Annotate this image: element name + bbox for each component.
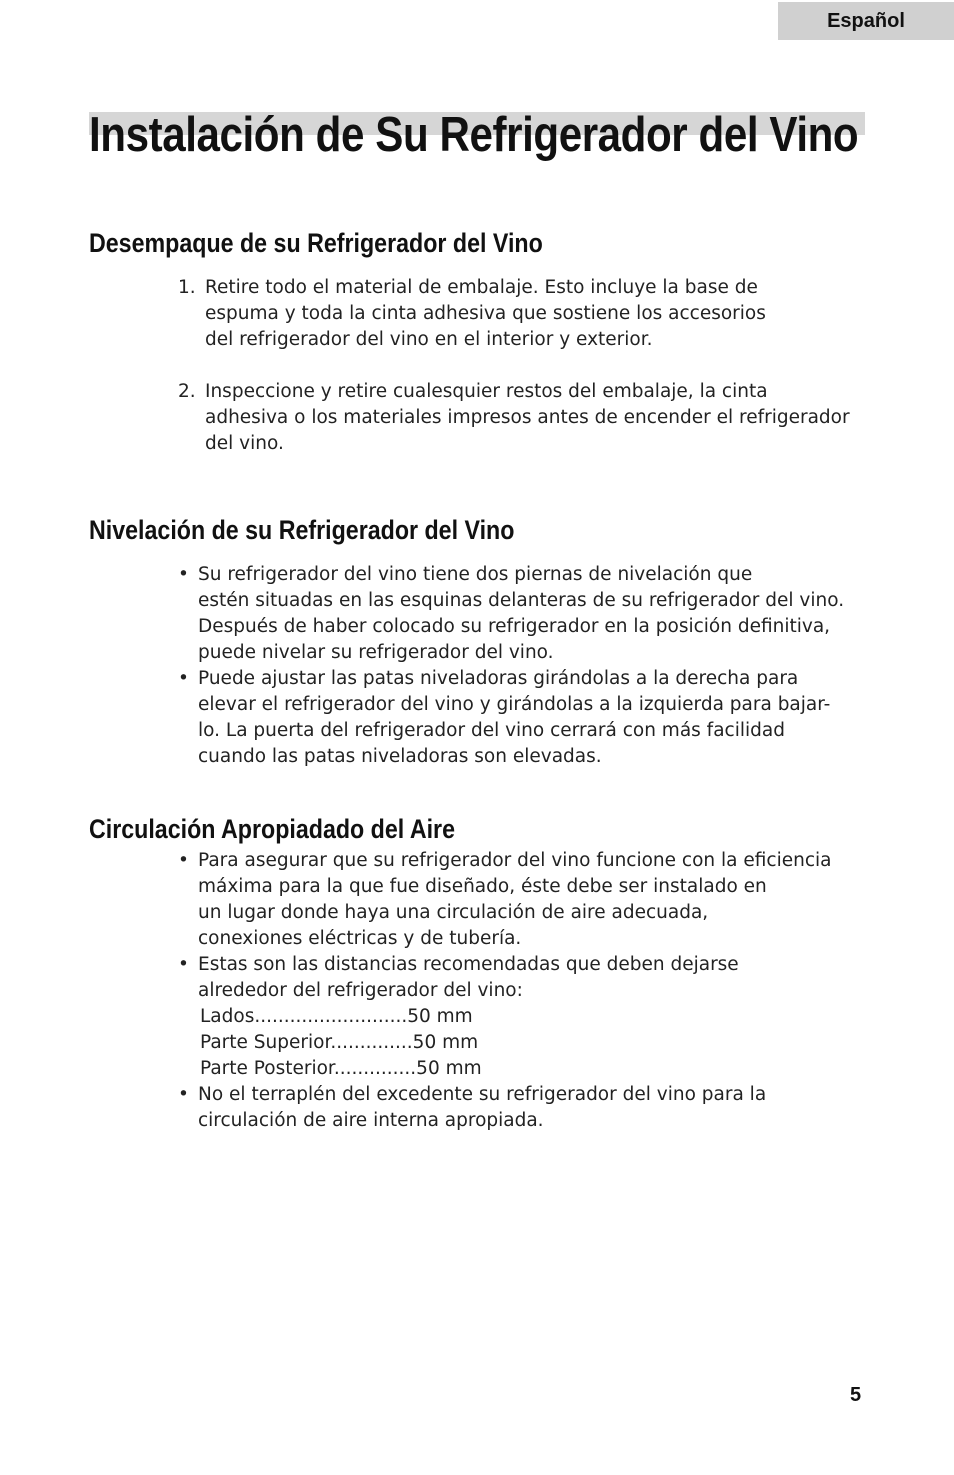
clearance-back: Parte Posterior..............50 mm — [200, 1058, 482, 1079]
list-item-line: del vino. — [205, 433, 284, 454]
bullet-marker: • — [178, 668, 189, 689]
list-item-line: espuma y toda la cinta adhesiva que sostiene los accesorios — [205, 303, 766, 324]
section-heading-unpacking: Desempaque de su Refrigerador del Vino — [89, 228, 543, 258]
bullet-marker: • — [178, 954, 189, 975]
list-item-line: Después de haber colocado su refrigerador en la posición definitiva, — [198, 616, 831, 637]
list-item — [178, 275, 878, 353]
language-tab: Español — [778, 2, 954, 40]
list-marker: 1. — [178, 277, 196, 298]
page-number: 5 — [850, 1384, 862, 1406]
clearance-top: Parte Superior..............50 mm — [200, 1032, 479, 1053]
page-title: Instalación de Su Refrigerador del Vino — [89, 108, 859, 162]
list-item-line: adhesiva o los materiales impresos antes de encender el refrigerador — [205, 407, 850, 428]
list-item — [178, 848, 878, 952]
list-item-line: alrededor del refrigerador del vino: — [198, 980, 523, 1001]
list-item-line: máxima para la que fue diseñado, éste debe ser instalado en — [198, 876, 767, 897]
list-item — [178, 379, 878, 457]
list-item-line: Estas son las distancias recomendadas que deben dejarse — [198, 954, 739, 975]
bullet-marker: • — [178, 564, 189, 585]
section-heading-leveling: Nivelación de su Refrigerador del Vino — [89, 515, 515, 545]
list-item-line: circulación de aire interna apropiada. — [198, 1110, 544, 1131]
list-item-line: conexiones eléctricas y de tubería. — [198, 928, 522, 949]
clearance-sides: Lados..........................50 mm — [200, 1006, 473, 1027]
list-item-line: un lugar donde haya una circulación de aire adecuada, — [198, 902, 709, 923]
list-item-line: Retire todo el material de embalaje. Esto incluye la base de — [205, 277, 758, 298]
section-heading-air-circulation: Circulación Apropiadado del Aire — [89, 814, 455, 844]
list-item-line: Para asegurar que su refrigerador del vino funcione con la eficiencia — [198, 850, 832, 871]
list-item-line: Inspeccione y retire cualesquier restos del embalaje, la cinta — [205, 381, 768, 402]
list-item-line: lo. La puerta del refrigerador del vino cerrará con más facilidad — [198, 720, 785, 741]
list-item-line: Puede ajustar las patas niveladoras girándolas a la derecha para — [198, 668, 799, 689]
list-item-line: del refrigerador del vino en el interior y exterior. — [205, 329, 653, 350]
list-item-line: No el terraplén del excedente su refrigerador del vino para la — [198, 1084, 767, 1105]
bullet-list — [178, 562, 878, 770]
list-item-line: estén situadas en las esquinas delanteras de su refrigerador del vino. — [198, 590, 845, 611]
bullet-marker: • — [178, 1084, 189, 1105]
list-item-line: cuando las patas niveladoras son elevadas. — [198, 746, 602, 767]
list-item-line: elevar el refrigerador del vino y girándolas a la izquierda para bajar- — [198, 694, 831, 715]
bullet-list — [178, 848, 878, 1134]
list-marker: 2. — [178, 381, 196, 402]
list-item — [178, 562, 878, 666]
list-item-line: Su refrigerador del vino tiene dos piernas de nivelación que — [198, 564, 753, 585]
list-item — [178, 1082, 878, 1134]
list-item — [178, 952, 878, 1082]
bullet-marker: • — [178, 850, 189, 871]
list-item-line: puede nivelar su refrigerador del vino. — [198, 642, 554, 663]
list-item — [178, 666, 878, 770]
